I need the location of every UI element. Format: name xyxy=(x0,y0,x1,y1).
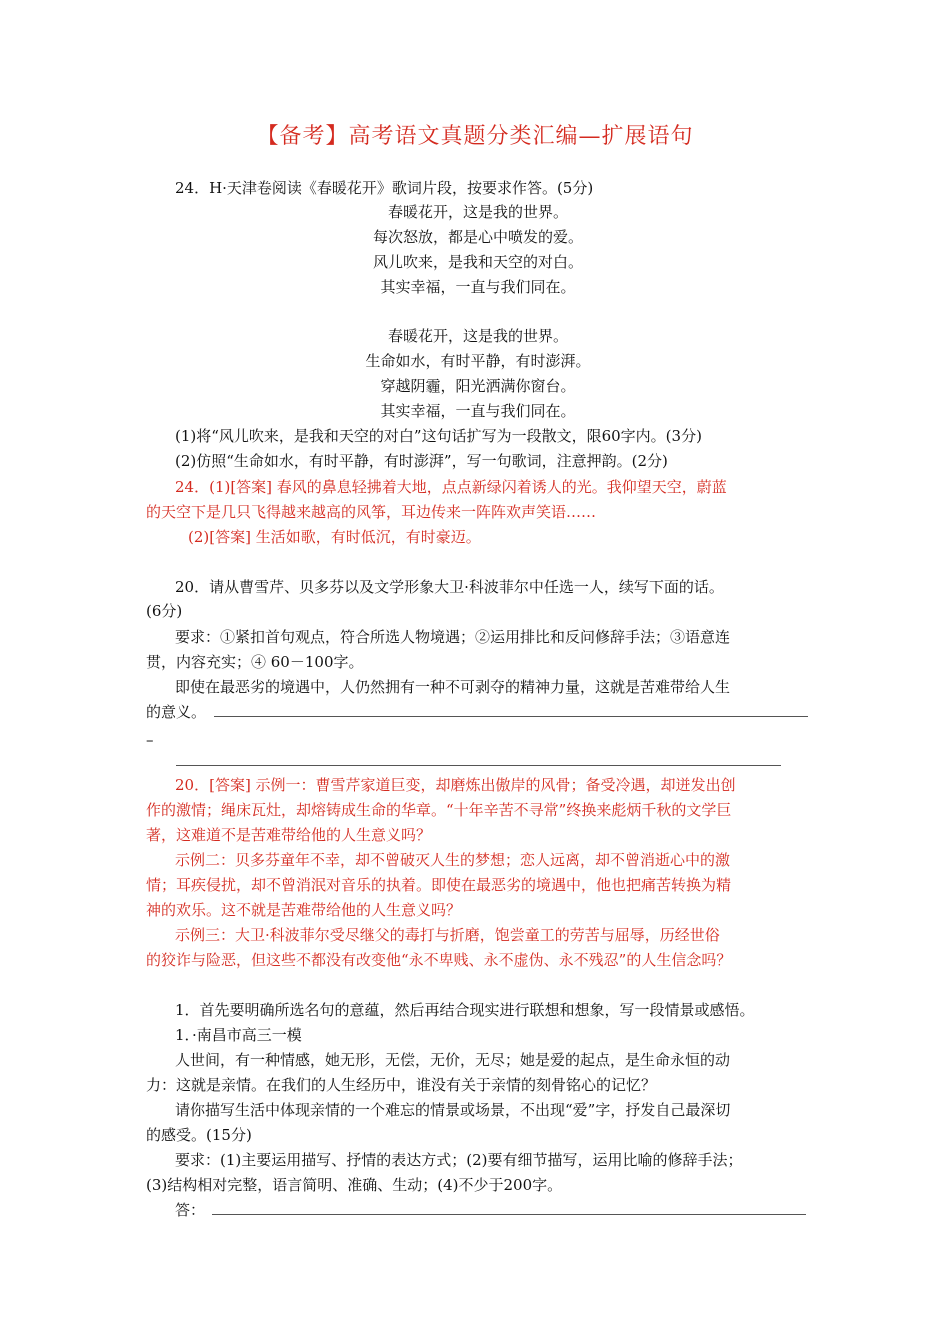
q1-paragraph-1-cont: 力：这就是亲情。在我们的人生经历中，谁没有关于亲情的刻骨铭心的记忆？ xyxy=(146,1076,657,1094)
answer-line xyxy=(176,765,781,766)
q24-sub2: (2)仿照“生命如水，有时平静，有时澎湃”，写一句歌词，注意押韵。(2分) xyxy=(175,452,668,470)
q24-stem: 24．H·天津卷阅读《春暖花开》歌词片段，按要求作答。(5分) xyxy=(175,179,594,197)
lyric-line: 生命如水，有时平静，有时澎湃。 xyxy=(365,352,591,370)
q20-example-3-cont: 的狡诈与险恶，但这些不都没有改变他“永不卑贱、永不虚伪、永不残忍”的人生信念吗？ xyxy=(146,951,732,969)
lyric-line: 风儿吹来，是我和天空的对白。 xyxy=(372,253,583,271)
lyric-line: 春暖花开，这是我的世界。 xyxy=(387,203,568,221)
q1-paragraph-2: 请你描写生活中体现亲情的一个难忘的情景或场景，不出现“爱”字，抒发自己最深切 xyxy=(175,1101,731,1119)
q20-example-3: 示例三：大卫·科波菲尔受尽继父的毒打与折磨，饱尝童工的劳苦与屈辱，历经世俗 xyxy=(175,926,720,944)
q1-intro: 1．首先要明确所选名句的意蕴，然后再结合现实进行联想和想象，写一段情景或感悟。 xyxy=(175,1001,755,1019)
q24-sub1: (1)将“风儿吹来，是我和天空的对白”这句话扩写为一段散文，限60字内。(3分) xyxy=(175,427,702,445)
answer-line xyxy=(212,1214,806,1215)
q1-paragraph-2-cont: 的感受。(15分) xyxy=(146,1126,252,1144)
q20-requirements-cont: 贯，内容充实；④ 60－100字。 xyxy=(146,653,364,671)
q20-example-2-cont: 神的欢乐。这不就是苦难带给他的人生意义吗？ xyxy=(146,901,462,919)
q24-answer-1: 24．(1)[答案] 春风的鼻息轻拂着大地，点点新绿闪着诱人的光。我仰望天空，蔚蓝 xyxy=(175,478,727,496)
q20-stem: 20．请从曹雪芹、贝多芬以及文学形象大卫·科波菲尔中任选一人，续写下面的话。 xyxy=(175,578,724,596)
q24-answer-1-cont: 的天空下是几只飞得越来越高的风筝，耳边传来一阵阵欢声笑语…… xyxy=(146,503,597,521)
q1-answer-label: 答： xyxy=(175,1201,206,1219)
q20-prompt: 即使在最恶劣的境遇中，人仍然拥有一种不可剥夺的精神力量，这就是苦难带给人生 xyxy=(175,678,731,696)
lyric-line: 春暖花开，这是我的世界。 xyxy=(387,327,568,345)
q20-answer-cont: 作的激情；绳床瓦灶，却熔铸成生命的华章。“十年辛苦不寻常”终换来彪炳千秋的文学巨 xyxy=(146,801,732,819)
q20-example-2-cont: 情；耳疾侵扰，却不曾消泯对音乐的执着。即使在最恶劣的境遇中，他也把痛苦转换为精 xyxy=(146,876,732,894)
q1-requirements-cont: (3)结构相对完整，语言简明、准确、生动；(4)不少于200字。 xyxy=(146,1176,563,1194)
q20-answer-cont: 著，这难道不是苦难带给他的人生意义吗？ xyxy=(146,826,432,844)
q1-paragraph-1: 人世间，有一种情感，她无形，无偿，无价，无尽；她是爱的起点，是生命永恒的动 xyxy=(175,1051,731,1069)
lyric-line: 穿越阴霾，阳光洒满你窗台。 xyxy=(380,377,576,395)
q20-requirements: 要求：①紧扣首句观点，符合所选人物境遇；②运用排比和反问修辞手法；③语意连 xyxy=(175,628,731,646)
q20-example-2: 示例二：贝多芬童年不幸，却不曾破灭人生的梦想；恋人远离，却不曾消逝心中的激 xyxy=(175,851,731,869)
q20-answer: 20．[答案] 示例一：曹雪芹家道巨变，却磨炼出傲岸的风骨；备受冷遇，却迸发出创 xyxy=(175,776,736,794)
lyric-line: 其实幸福，一直与我们同在。 xyxy=(380,402,576,420)
lyric-line: 每次怒放，都是心中喷发的爱。 xyxy=(372,228,583,246)
answer-line xyxy=(214,716,808,717)
q20-stem-score: (6分) xyxy=(146,602,183,620)
q24-answer-2: (2)[答案] 生活如歌，有时低沉，有时豪迈。 xyxy=(188,528,481,546)
dash-mark: – xyxy=(146,731,154,749)
q20-prompt-cont: 的意义。 xyxy=(146,703,207,721)
lyric-line: 其实幸福，一直与我们同在。 xyxy=(380,278,576,296)
q1-source: 1．·南昌市高三一模 xyxy=(175,1026,302,1044)
q1-requirements: 要求：(1)主要运用描写、抒情的表达方式；(2)要有细节描写，运用比喻的修辞手法； xyxy=(175,1151,743,1169)
page-title: 【备考】高考语文真题分类汇编—扩展语句 xyxy=(256,124,694,149)
